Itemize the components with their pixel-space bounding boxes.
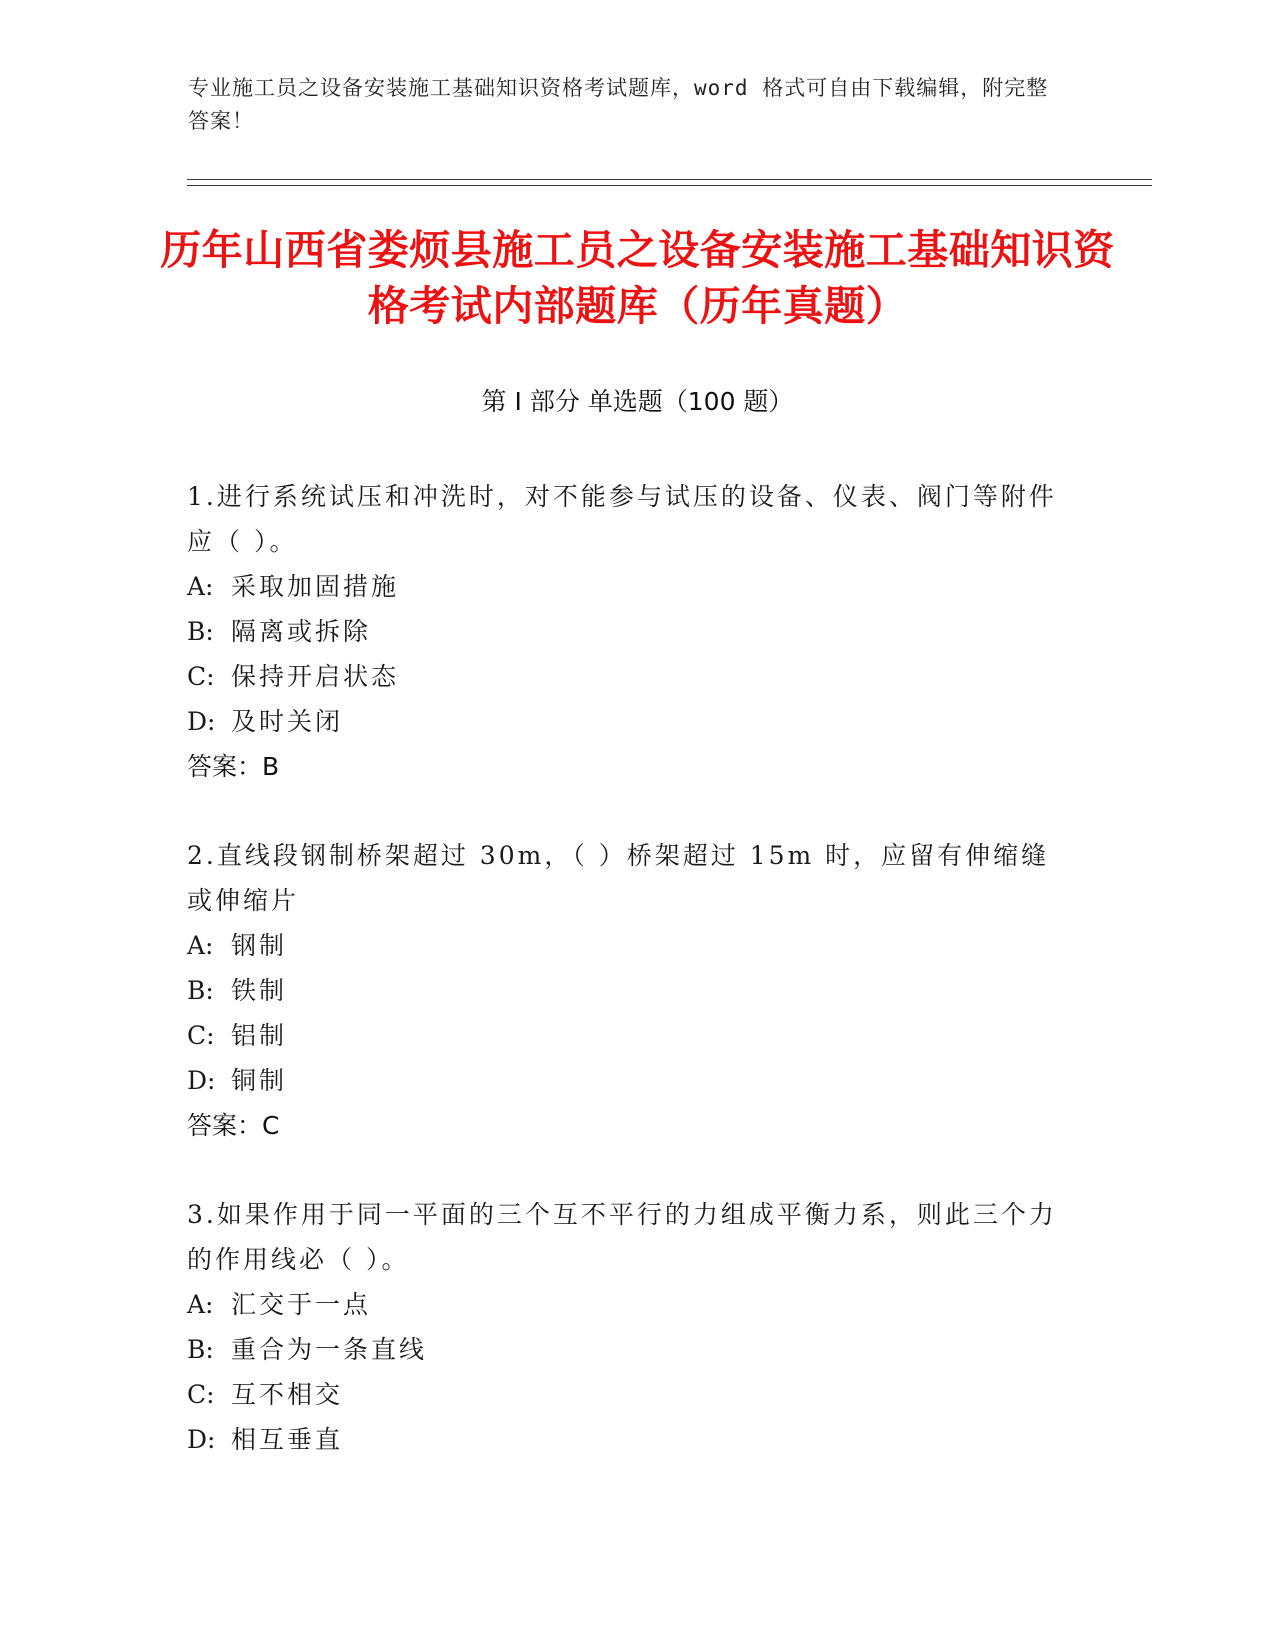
section-heading: 第 I 部分 单选题（100 题） bbox=[481, 387, 794, 416]
header-note: 专业施工员之设备安装施工基础知识资格考试题库，word 格式可自由下载编辑，附完整答案！ bbox=[188, 76, 1049, 133]
option-text: 保持开启状态 bbox=[231, 662, 400, 691]
option-c bbox=[187, 654, 1067, 699]
question-stem: 3.如果作用于同一平面的三个互不平行的力组成平衡力系，则此三个力的作用线必（ ）。 bbox=[187, 1200, 1057, 1274]
answer-line: 答案：C bbox=[187, 1111, 280, 1140]
header-divider-bottom bbox=[187, 185, 1152, 186]
option-a bbox=[187, 923, 1067, 968]
option-c bbox=[187, 1013, 1067, 1058]
option-key: D: bbox=[187, 1425, 216, 1454]
option-c bbox=[187, 1372, 1067, 1417]
option-text: 隔离或拆除 bbox=[231, 617, 372, 646]
question-stem: 1.进行系统试压和冲洗时，对不能参与试压的设备、仪表、阀门等附件应（ ）。 bbox=[187, 482, 1057, 556]
option-key: C: bbox=[187, 1380, 215, 1409]
option-a bbox=[187, 564, 1067, 609]
option-text: 互不相交 bbox=[231, 1380, 344, 1409]
question-item bbox=[187, 474, 1067, 789]
option-b bbox=[187, 1327, 1067, 1372]
question-item bbox=[187, 1192, 1067, 1462]
option-key: C: bbox=[187, 662, 215, 691]
option-text: 采取加固措施 bbox=[231, 572, 400, 601]
question-list bbox=[187, 474, 1067, 1506]
option-key: A: bbox=[187, 931, 214, 960]
option-key: C: bbox=[187, 1021, 215, 1050]
option-text: 铝制 bbox=[231, 1021, 288, 1050]
option-b bbox=[187, 968, 1067, 1013]
option-text: 重合为一条直线 bbox=[231, 1335, 428, 1364]
option-text: 钢制 bbox=[231, 931, 288, 960]
option-d bbox=[187, 699, 1067, 744]
option-text: 相互垂直 bbox=[231, 1425, 344, 1454]
option-d bbox=[187, 1417, 1067, 1462]
option-d bbox=[187, 1058, 1067, 1103]
option-text: 及时关闭 bbox=[231, 707, 344, 736]
option-text: 铜制 bbox=[231, 1066, 288, 1095]
option-key: D: bbox=[187, 1066, 216, 1095]
document-title: 历年山西省娄烦县施工员之设备安装施工基础知识资格考试内部题库（历年真题） bbox=[160, 226, 1115, 330]
header-divider-top bbox=[187, 179, 1152, 180]
option-text: 汇交于一点 bbox=[231, 1290, 372, 1319]
option-text: 铁制 bbox=[231, 976, 288, 1005]
question-item bbox=[187, 833, 1067, 1148]
option-key: B: bbox=[187, 976, 214, 1005]
option-key: A: bbox=[187, 572, 214, 601]
option-key: B: bbox=[187, 617, 214, 646]
option-key: D: bbox=[187, 707, 216, 736]
option-b bbox=[187, 609, 1067, 654]
option-key: A: bbox=[187, 1290, 214, 1319]
question-stem: 2.直线段钢制桥架超过 30m，（ ）桥架超过 15m 时，应留有伸缩缝或伸缩片 bbox=[187, 841, 1050, 915]
option-a bbox=[187, 1282, 1067, 1327]
option-key: B: bbox=[187, 1335, 214, 1364]
answer-line: 答案：B bbox=[187, 752, 280, 781]
